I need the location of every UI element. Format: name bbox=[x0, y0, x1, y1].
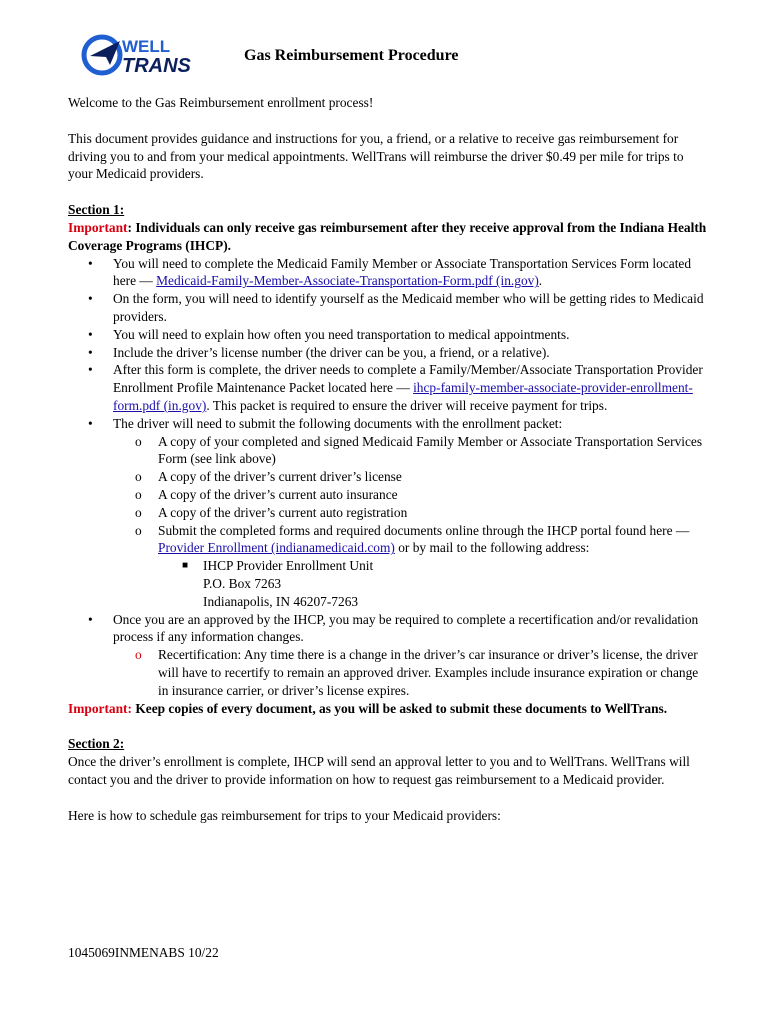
welltrans-logo bbox=[80, 32, 220, 78]
footer-code: 1045069INMENABS 10/22 bbox=[68, 945, 219, 960]
bullet-icon: • bbox=[88, 326, 93, 342]
recertification-list bbox=[113, 646, 708, 699]
document-item: o A copy of the driver’s current auto registration bbox=[135, 504, 408, 520]
bullet-icon: • bbox=[88, 362, 93, 378]
circle-bullet-icon: o bbox=[135, 504, 142, 520]
document-item: o A copy of your completed and signed Medicaid Family Member or Associate Transportation Services Form (see link above) bbox=[135, 433, 703, 467]
bullet-icon: • bbox=[88, 255, 93, 271]
address-list bbox=[158, 557, 708, 610]
recertification-item: o Recertification: Any time there is a change in the driver’s car insurance or driver’s license, the driver will have to recertify to remain an approved driver. Examples include insurance expiration or change in insurance carrier, or driver’s license expires. bbox=[135, 647, 699, 698]
document-item: o Submit the completed forms and required documents online through the IHCP portal found here — Provider Enrollment (indianamedicaid.com) or by mail to the following address: ■ IHCP Provider Enrollment Unit P.O. Box 7263 Indianapolis, IN 46207-7263 bbox=[113, 522, 708, 611]
document-item: o A copy of the driver’s current auto insurance bbox=[135, 486, 398, 502]
list-item: • You will need to explain how often you need transportation to medical appointments. bbox=[88, 326, 570, 342]
bullet-icon: • bbox=[88, 611, 93, 627]
address-block bbox=[158, 557, 708, 610]
list-item: • The driver will need to submit the following documents with the enrollment packet: o A copy of your completed and signed Medicaid Family Member or Associate Transportation Services Form (see link above) o A copy of the driver’s current driver’s license o A copy of the driver’s current auto insurance o A copy of the driver’s current auto registration o Submit the completed forms and required documents online through the IHCP portal found here — Provider Enrollment (indianamedicaid.com) or by mail to the following address: ■ IHCP Provider Enrollment Unit P.O. Box 7263 Indianapolis, IN 46207-7263 bbox=[68, 415, 708, 611]
section1-heading: Section 1: bbox=[68, 202, 125, 218]
square-bullet-icon: ■ bbox=[182, 560, 189, 572]
documents-list bbox=[113, 433, 708, 611]
enrollment-form-link[interactable]: ihcp-family-member-associate-provider-enrollment-form.pdf (in.gov) bbox=[113, 380, 693, 413]
list-item: • On the form, you will need to identify yourself as the Medicaid member who will be getting rides to Medicaid providers. bbox=[88, 291, 704, 324]
bullet-icon: • bbox=[88, 291, 93, 307]
schedule-text: Here is how to schedule gas reimbursement for trips to your Medicaid providers: bbox=[68, 807, 501, 823]
list-item: • Once you are an approved by the IHCP, you may be required to complete a recertification and/or revalidation process if any information changes. o Recertification: Any time there is a change in the driver’s car insurance or driver’s license, the driver will have to recertify to remain an approved driver. Examples include insurance expiration or change in insurance carrier, or driver’s license expires. bbox=[68, 611, 708, 700]
important-notice bbox=[68, 219, 708, 255]
logo-text-top: WELL bbox=[122, 37, 171, 56]
important-notice-2 bbox=[68, 700, 708, 718]
section2-text: Once the driver’s enrollment is complete, IHCP will send an approval letter to you and to WellTrans. WellTrans will contact you and the driver to provide information on how to request gas reimbursement to a Medicaid provider. bbox=[68, 754, 690, 787]
document-body bbox=[68, 94, 708, 824]
document-item: o A copy of the driver’s current driver’s license bbox=[135, 469, 402, 485]
list-item: • You will need to complete the Medicaid Family Member or Associate Transportation Services Form located here — Medicaid-Family-Member-Associate-Transportation-Form.pdf (in.gov). bbox=[88, 255, 692, 289]
provider-enrollment-link[interactable]: Provider Enrollment (indianamedicaid.com) bbox=[158, 540, 395, 556]
section2-heading: Section 2: bbox=[68, 736, 125, 752]
list-item: • After this form is complete, the driver needs to complete a Family/Member/Associate Transportation Provider Enrollment Profile Maintenance Packet located here — ihcp-family-member-associate-provider-enrollment-form.pdf (in.gov). This packet is required to ensure the driver will receive payment for trips. bbox=[88, 362, 703, 413]
important-text: : Individuals can only receive gas reimbursement after they receive approval from the Indiana Health Coverage Programs (IHCP). bbox=[68, 219, 707, 253]
logo-text-bottom: TRANS bbox=[122, 55, 191, 77]
important2-label: Important: bbox=[68, 700, 132, 716]
intro-paragraph: This document provides guidance and instructions for you, a friend, or a relative to receive gas reimbursement for driving you to and from your medical appointments. WellTrans will reimburse the driver $0.49 per mile for trips to your Medicaid providers. bbox=[68, 130, 684, 182]
transportation-form-link[interactable]: Medicaid-Family-Member-Associate-Transportation-Form.pdf (in.gov) bbox=[156, 273, 539, 289]
section1-list bbox=[68, 255, 708, 700]
important2-text: Keep copies of every document, as you will be asked to submit these documents to WellTrans. bbox=[131, 700, 668, 716]
circle-bullet-icon: o bbox=[135, 647, 142, 663]
circle-bullet-icon: o bbox=[135, 469, 142, 485]
important-label: Important bbox=[68, 219, 128, 235]
address-line: Indianapolis, IN 46207-7263 bbox=[203, 593, 359, 609]
welcome-text: Welcome to the Gas Reimbursement enrollment process! bbox=[68, 95, 374, 110]
bullet-icon: • bbox=[88, 344, 93, 360]
address-line: P.O. Box 7263 bbox=[203, 575, 282, 591]
list-item: • Include the driver’s license number (the driver can be you, a friend, or a relative). bbox=[88, 344, 550, 360]
page-title: Gas Reimbursement Procedure bbox=[244, 47, 459, 64]
circle-bullet-icon: o bbox=[135, 486, 142, 502]
circle-bullet-icon: o bbox=[135, 433, 142, 449]
address-line: IHCP Provider Enrollment Unit bbox=[203, 558, 374, 574]
circle-bullet-icon: o bbox=[135, 522, 142, 538]
bullet-icon: • bbox=[88, 415, 93, 431]
